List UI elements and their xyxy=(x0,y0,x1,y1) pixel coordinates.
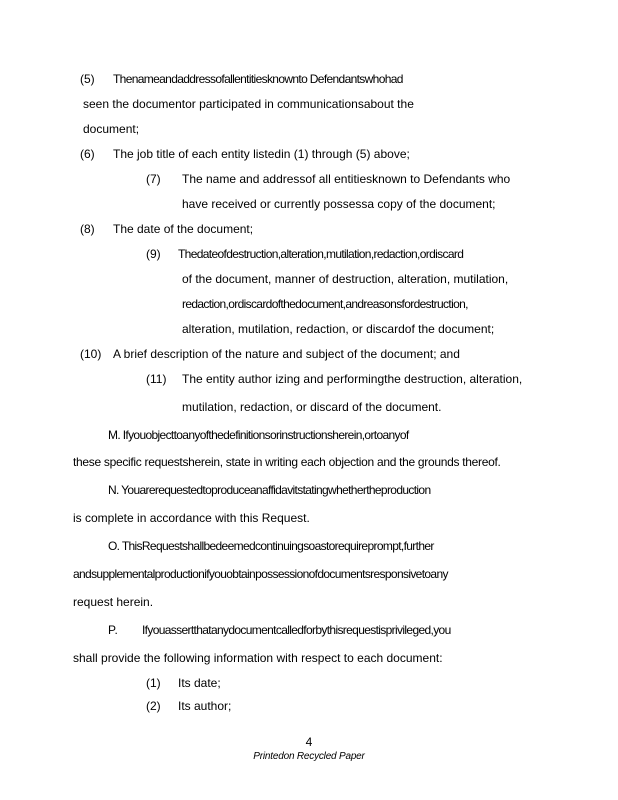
paragraph-line: andsupplementalproductionifyouobtainpossessionofdocumentsresponsivetoany xyxy=(73,567,448,581)
paragraph-label: P. xyxy=(108,623,118,637)
paragraph-line: request herein. xyxy=(73,595,154,609)
item-number: (7) xyxy=(146,172,161,186)
item-number: (11) xyxy=(146,372,167,386)
paragraph-line: these specific requestsherein, state in writing each objection and the grounds thereof. xyxy=(73,455,501,469)
item-number: (10) xyxy=(80,347,102,361)
subitem-text: Its date; xyxy=(178,676,221,690)
item-text-line: Thenameandaddressofallentitiesknownto Defendantswhohad xyxy=(113,72,403,86)
item-text-line: have received or currently possessa copy of the document; xyxy=(182,197,496,211)
item-text-line: The date of the document; xyxy=(113,222,254,236)
item-text-line: of the document, manner of destruction, alteration, mutilation, xyxy=(182,272,509,286)
paragraph-line: M. Ifyouobjecttoanyofthedefinitionsorinstructionsherein,ortoanyof xyxy=(108,428,409,442)
item-number: (8) xyxy=(80,222,95,236)
item-text-line: mutilation, redaction, or discard of the document. xyxy=(182,400,442,414)
page-footer: Printedon Recycled Paper xyxy=(253,751,365,762)
item-number: (5) xyxy=(80,72,95,86)
item-text-line: The job title of each entity listedin (1) through (5) above; xyxy=(113,147,410,161)
item-text-line: Thedateofdestruction,alteration,mutilation,redaction,ordiscard xyxy=(178,247,464,261)
paragraph-line: O. ThisRequestshallbedeemedcontinuingsoastorequireprompt,further xyxy=(108,539,434,553)
item-text-line: alteration, mutilation, redaction, or discardof the document; xyxy=(182,322,495,336)
item-text-line: seen the documentor participated in communicationsabout the xyxy=(83,97,414,111)
subitem-text: Its author; xyxy=(178,699,232,713)
item-text-line: A brief description of the nature and subject of the document; and xyxy=(113,347,460,361)
item-text-line: The entity author izing and performingthe destruction, alteration, xyxy=(182,372,523,386)
paragraph-line: Ifyouassertthatanydocumentcalledforbythisrequestisprivileged,you xyxy=(142,623,451,637)
subitem-number: (1) xyxy=(146,676,161,690)
paragraph-line: shall provide the following information with respect to each document: xyxy=(73,651,443,665)
item-text-line: redaction,ordiscardofthedocument,andreasonsfordestruction, xyxy=(182,297,468,311)
page-number: 4 xyxy=(305,735,313,749)
item-number: (9) xyxy=(146,247,161,261)
paragraph-line: N. Youarerequestedtoproduceanaffidavitstatingwhethertheproduction xyxy=(108,483,431,497)
item-text-line: document; xyxy=(83,122,140,136)
item-text-line: The name and addressof all entitiesknown to Defendants who xyxy=(182,172,511,186)
paragraph-line: is complete in accordance with this Request. xyxy=(73,511,310,525)
subitem-number: (2) xyxy=(146,699,161,713)
item-number: (6) xyxy=(80,147,95,161)
